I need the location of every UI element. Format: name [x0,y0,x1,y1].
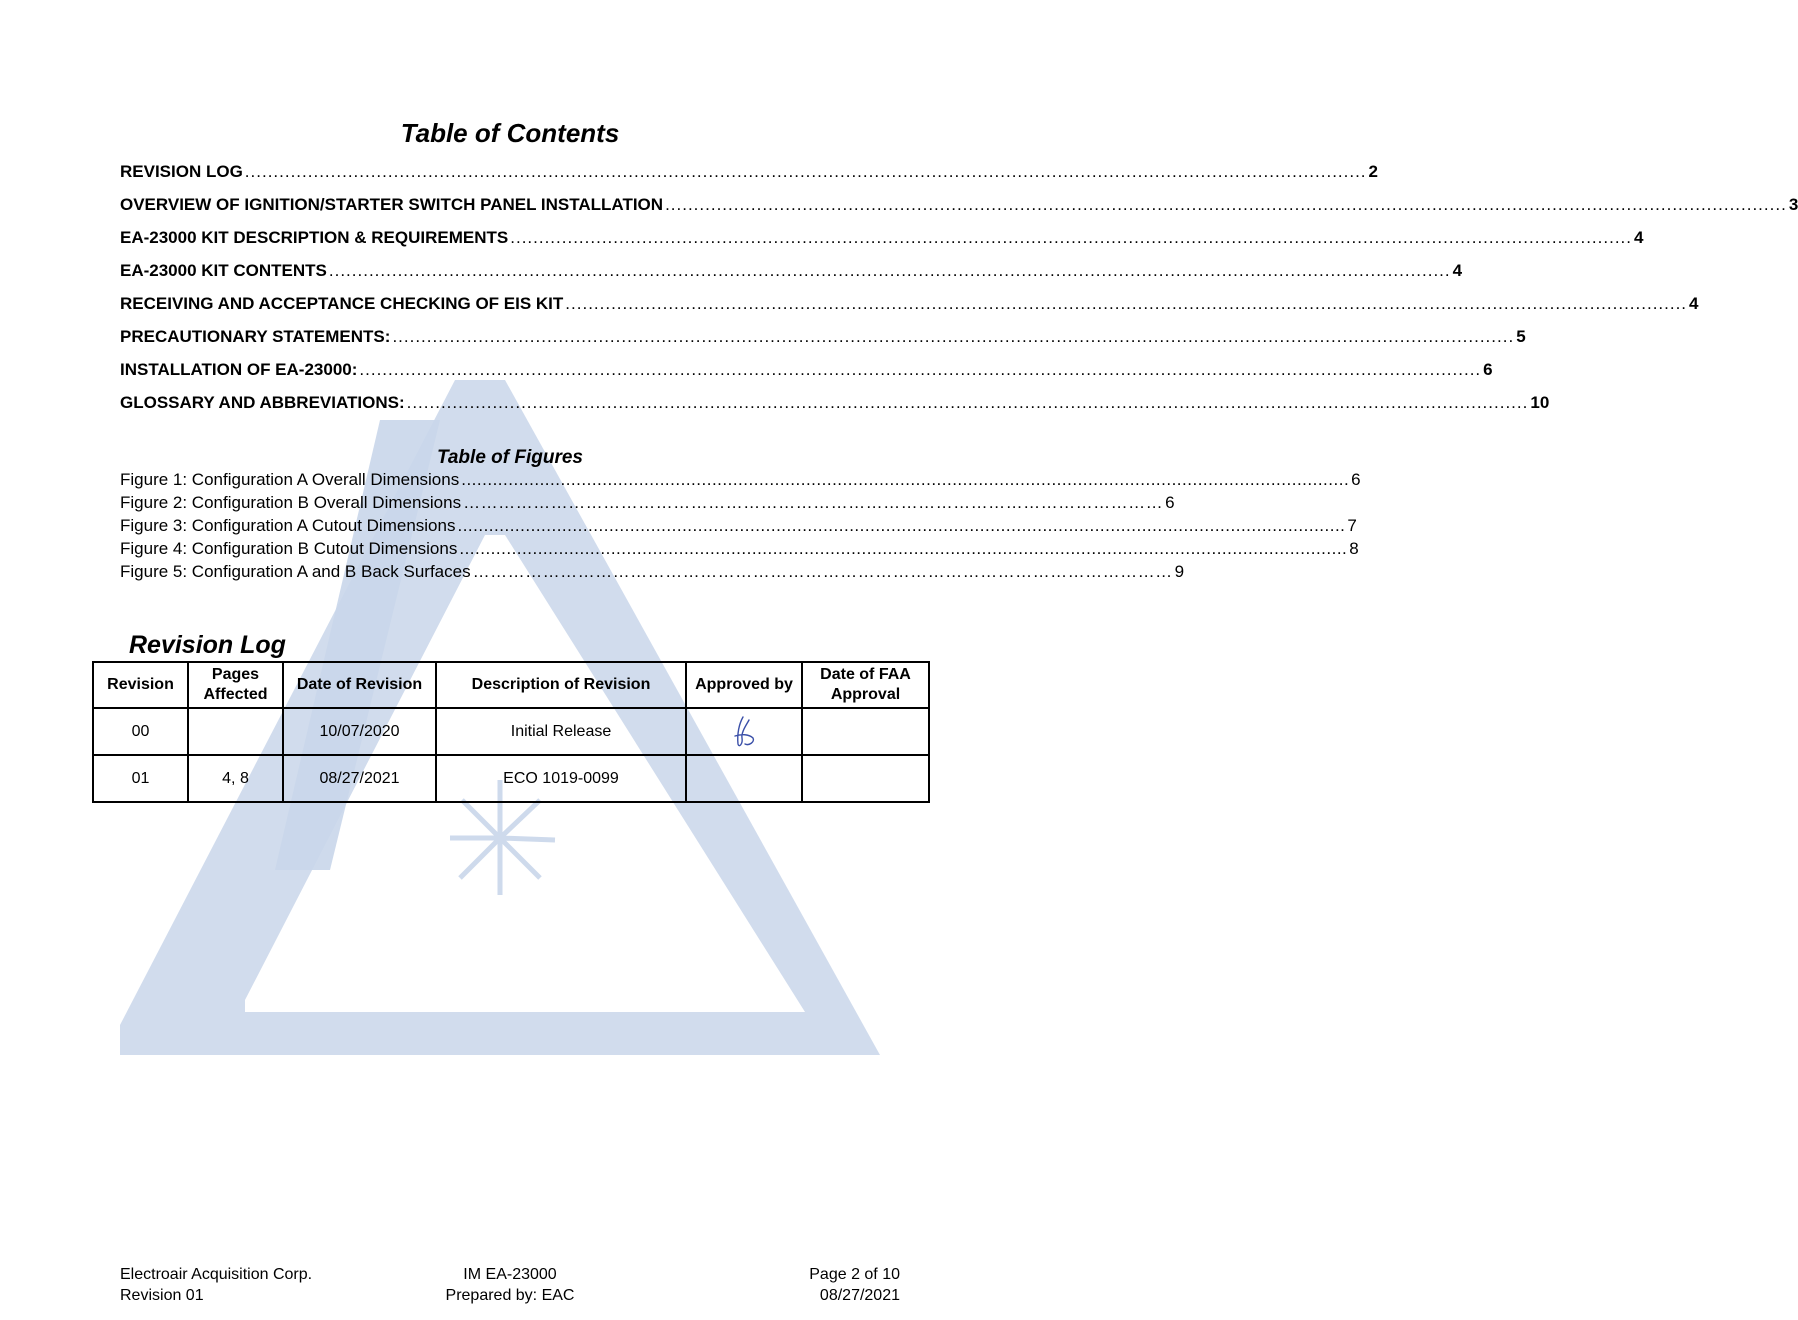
cell-description: Initial Release [436,708,686,755]
toc-entry-page: 4 [1634,228,1644,247]
toc-entry-page: 10 [1530,393,1550,412]
tof-entry-page: 7 [1347,516,1357,535]
table-row [93,755,929,802]
table-row [93,708,929,755]
tof-entry-text: Figure 3: Configuration A Cutout Dimensions [120,516,456,535]
toc-leader: .................................................................................................................................................................................................... [565,294,1688,313]
toc-entry[interactable] [120,195,1798,228]
tof-leader: .......................................................................................................................................................................... [461,470,1350,489]
tof-leader: .......................................................................................................................................................................... [457,516,1346,535]
toc-list [120,162,1798,426]
toc-entry-page: 3 [1788,195,1798,214]
tof-entry-text: Figure 5: Configuration A and B Back Surfaces [120,562,471,581]
toc-entry-text: OVERVIEW OF IGNITION/STARTER SWITCH PANEL INSTALLATION [120,195,664,214]
tof-entry-page: 8 [1349,539,1359,558]
header-date-of-revision: Date of Revision [283,662,436,708]
tof-leader: .......................................................................................................................................................................... [459,539,1348,558]
toc-leader: .................................................................................................................................................................................................... [406,393,1529,412]
header-pages-affected: Pages Affected [188,662,283,708]
tof-entry[interactable] [120,493,1175,516]
cell-faa-date [802,708,929,755]
toc-entry-text: RECEIVING AND ACCEPTANCE CHECKING OF EIS KIT [120,294,564,313]
tof-entry[interactable] [120,470,1361,493]
header-description: Description of Revision [436,662,686,708]
toc-entry[interactable] [120,261,1463,294]
toc-leader: .................................................................................................................................................................................................... [665,195,1787,214]
header-revision: Revision [93,662,188,708]
footer-page-number: Page 2 of 10 [809,1266,900,1283]
tof-entry[interactable] [120,516,1357,539]
toc-entry-page: 4 [1689,294,1699,313]
tof-list [120,470,1361,585]
toc-entry-page: 2 [1368,162,1379,181]
toc-entry[interactable] [120,294,1699,327]
footer-revision: Revision 01 [120,1287,204,1304]
toc-entry-page: 5 [1516,327,1526,346]
toc-leader: .................................................................................................................................................................................................... [328,261,1451,280]
tof-entry-page: 9 [1174,562,1185,581]
cell-approved [686,755,802,802]
cell-pages: 4, 8 [188,755,283,802]
header-faa-approval-date: Date of FAA Approval [802,662,929,708]
footer-doc-id: IM EA-23000 [463,1266,557,1283]
toc-entry-text: EA-23000 KIT DESCRIPTION & REQUIREMENTS [120,228,509,247]
cell-date: 08/27/2021 [283,755,436,802]
revision-log-table [92,661,930,803]
revision-log-title: Revision Log [129,631,286,659]
toc-title: Table of Contents [400,118,620,148]
header-approved-by: Approved by [686,662,802,708]
cell-approved [686,708,802,755]
toc-entry-text: EA-23000 KIT CONTENTS [120,261,327,280]
toc-leader: .................................................................................................................................................................................................... [510,228,1632,247]
tof-entry-page: 6 [1351,470,1361,489]
tof-entry[interactable] [120,562,1185,585]
toc-entry-text: REVISION LOG [120,162,243,181]
toc-leader: .................................................................................................................................................................................................... [392,327,1515,346]
tof-leader: ………………………………………………………………………………………………………… [472,562,1173,581]
footer-left [120,1264,312,1306]
toc-entry[interactable] [120,162,1379,195]
footer-date: 08/27/2021 [819,1287,900,1304]
toc-entry-text: GLOSSARY AND ABBREVIATIONS: [120,393,405,412]
toc-entry-page: 6 [1483,360,1493,379]
tof-entry-page: 6 [1165,493,1175,512]
signature-icon [729,714,759,750]
tof-entry[interactable] [120,539,1359,562]
toc-entry-text: INSTALLATION OF EA-23000: [120,360,358,379]
cell-date: 10/07/2020 [283,708,436,755]
footer-right [809,1264,900,1306]
tof-entry-text: Figure 1: Configuration A Overall Dimensions [120,470,460,489]
tof-leader: ………………………………………………………………………………………………………… [463,493,1164,512]
cell-description: ECO 1019-0099 [436,755,686,802]
tof-entry-text: Figure 2: Configuration B Overall Dimensions [120,493,462,512]
toc-leader: .................................................................................................................................................................................................... [244,162,1367,181]
cell-revision: 01 [93,755,188,802]
footer-company: Electroair Acquisition Corp. [120,1266,313,1283]
toc-entry-page: 4 [1452,261,1463,280]
footer-center [400,1264,620,1306]
cell-pages [188,708,283,755]
toc-entry[interactable] [120,393,1550,426]
toc-entry[interactable] [120,327,1526,360]
footer-prepared-by: Prepared by: EAC [445,1287,575,1304]
tof-title: Table of Figures [436,447,584,468]
toc-entry[interactable] [120,360,1493,393]
toc-leader: .................................................................................................................................................................................................... [359,360,1482,379]
tof-entry-text: Figure 4: Configuration B Cutout Dimensions [120,539,458,558]
toc-entry[interactable] [120,228,1644,261]
table-header-row [93,662,929,708]
cell-faa-date [802,755,929,802]
toc-entry-text: PRECAUTIONARY STATEMENTS: [120,327,391,346]
cell-revision: 00 [93,708,188,755]
